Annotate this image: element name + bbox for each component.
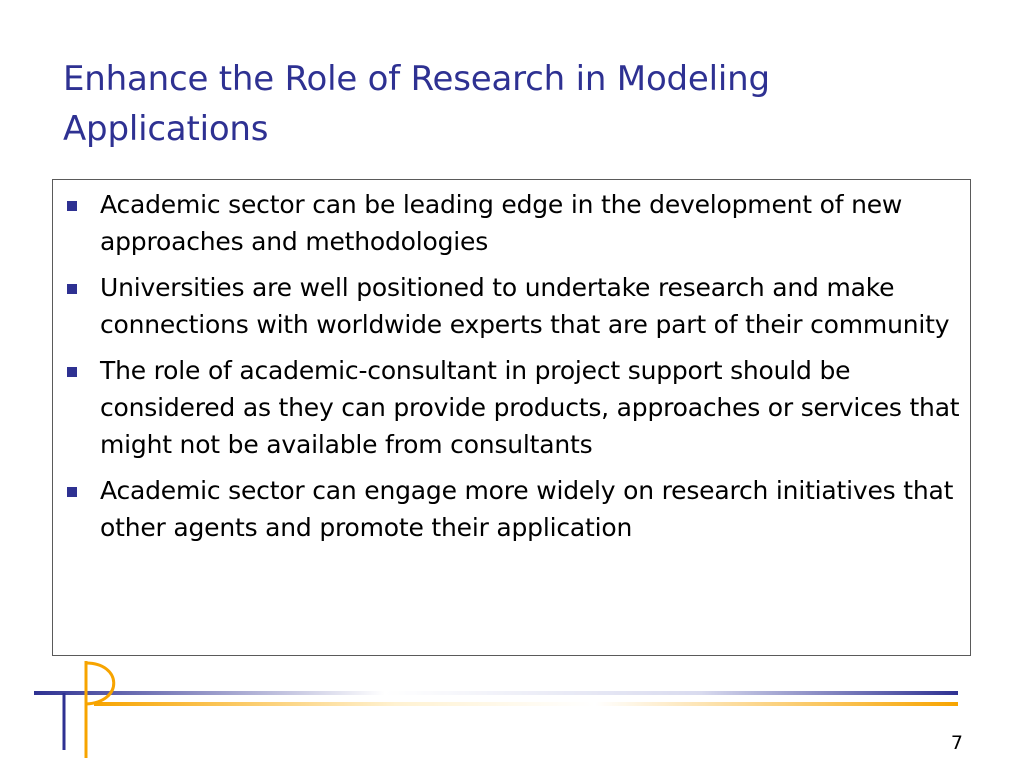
- slide-title: Enhance the Role of Research in Modeling Applications: [63, 59, 770, 149]
- square-bullet-icon: [67, 201, 77, 211]
- bullet-text: Universities are well positioned to undertake research and make connections with worldwide experts that are part of their community: [100, 273, 950, 339]
- bullet-text: Academic sector can be leading edge in the development of new approaches and methodologies: [100, 190, 903, 256]
- logo-orange-line: [94, 702, 958, 706]
- tp-logo: [30, 655, 970, 760]
- bullet-list: [65, 186, 960, 555]
- content-box: [52, 179, 971, 656]
- square-bullet-icon: [67, 367, 77, 377]
- square-bullet-icon: [67, 487, 77, 497]
- bullet-text: Academic sector can engage more widely on research initiatives that other agents and promote their application: [100, 476, 954, 542]
- bullet-item: [65, 186, 960, 260]
- bullet-item: [65, 269, 960, 343]
- bullet-item: [65, 472, 960, 546]
- page-number: 7: [950, 732, 963, 754]
- bullet-text: The role of academic-consultant in project support should be considered as they can provide products, approaches or services that might not be available from consultants: [100, 356, 960, 459]
- square-bullet-icon: [67, 284, 77, 294]
- bullet-item: [65, 352, 960, 463]
- logo-p-bowl: [86, 663, 114, 704]
- logo-blue-line: [34, 691, 958, 695]
